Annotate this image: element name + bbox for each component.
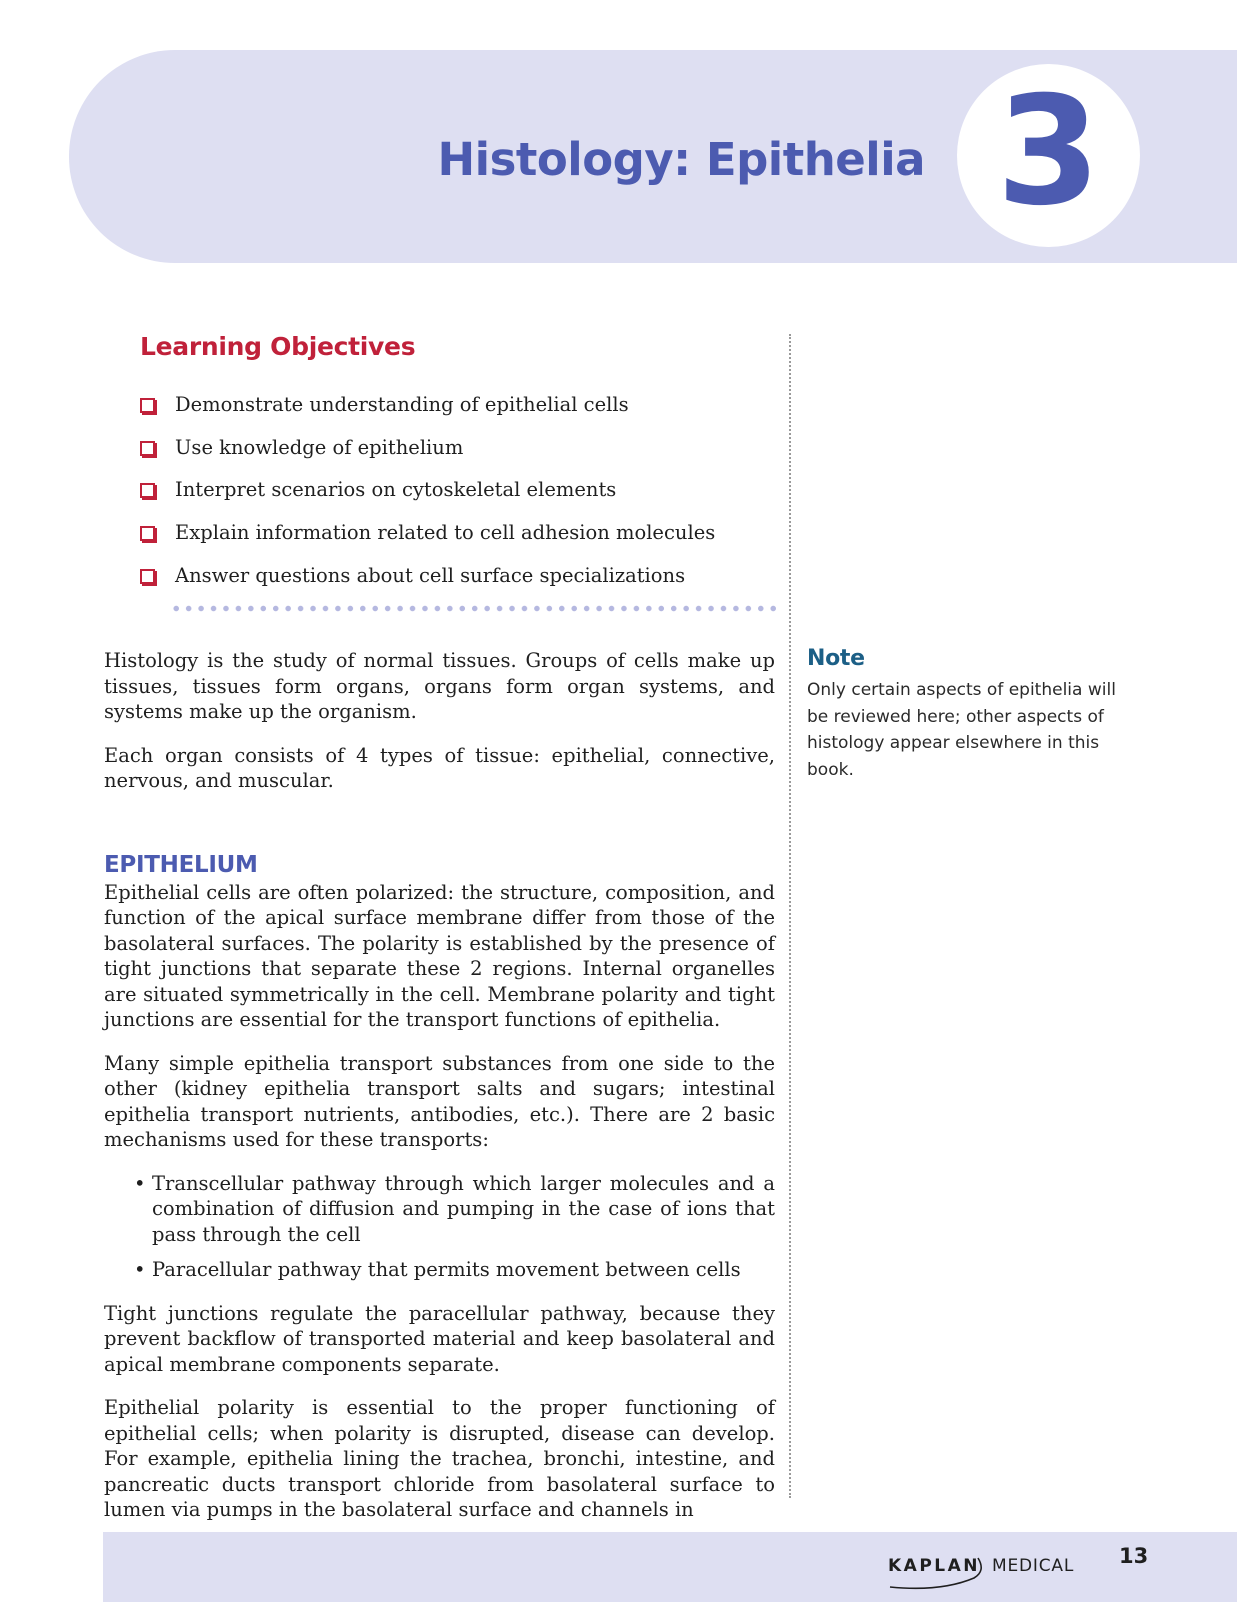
objective-item [140, 383, 715, 426]
objective-text: Explain information related to cell adhesion molecules [175, 520, 716, 544]
brand-name [888, 1556, 980, 1576]
transport-mechanisms-list [104, 1171, 775, 1283]
brand-name-text: KAPLAN [888, 1556, 981, 1576]
body-paragraph: Epithelial cells are often polarized: the structure, composition, and function of the apical surface membrane differ from those of the basolateral surfaces. The polarity is established by the presence of tight junctions that separate these 2 regions. Internal organelles are situated symmetrically in the cell. Membrane polarity and tight junctions are essential for the transport functions of epithelia. [104, 880, 775, 1031]
chapter-number: 3 [996, 64, 1101, 239]
main-column [104, 648, 775, 1541]
bullet-item: • Transcellular pathway through which larger molecules and a combination of diffusion and pumping in the case of ions that pass through the cell [134, 1171, 775, 1248]
sidebar-note [807, 646, 1127, 783]
brand-suffix: MEDICAL [992, 1556, 1075, 1576]
objective-text: Interpret scenarios on cytoskeletal elements [175, 478, 617, 502]
section-heading-epithelium: EPITHELIUM [104, 851, 258, 878]
objective-item [140, 511, 715, 554]
checkbox-icon [140, 441, 155, 456]
chapter-title: Histology: Epithelia [437, 133, 925, 186]
learning-objectives-list [140, 383, 715, 596]
body-paragraph: Epithelial polarity is essential to the proper functioning of epithelial cells; when polarity is disrupted, disease can develop. For example, epithelia lining the trachea, bronchi, intestine, and pancreatic ducts transport chloride from basolateral surface to lumen via pumps in the basolateral surface and channels in [104, 1396, 775, 1521]
dotted-separator [170, 605, 780, 612]
bullet-item: • Paracellular pathway that permits movement between cells [134, 1257, 775, 1283]
intro-paragraph: Histology is the study of normal tissues. Groups of cells make up tissues, tissues form organs, organs form organ systems, and systems make up the organism. [104, 649, 775, 723]
swoosh-icon [886, 1554, 990, 1590]
column-divider [789, 334, 791, 1498]
objective-item [140, 468, 715, 511]
kaplan-medical-logo [888, 1548, 1074, 1584]
objective-text: Answer questions about cell surface specializations [175, 563, 686, 587]
intro-paragraph: Each organ consists of 4 types of tissue: epithelial, connective, nervous, and muscular. [104, 743, 775, 792]
objective-item [140, 426, 715, 469]
chapter-number-badge [957, 64, 1140, 247]
objective-text: Use knowledge of epithelium [175, 435, 464, 459]
checkbox-icon [140, 483, 155, 498]
note-text: Only certain aspects of epithelia will be reviewed here; other aspects of histology appear elsewhere in this book. [807, 680, 1116, 780]
checkbox-icon [140, 526, 155, 541]
body-paragraph: Many simple epithelia transport substances from one side to the other (kidney epithelia transport salts and sugars; intestinal epithelia transport nutrients, antibodies, etc.). There are 2 basic mechanisms used for these transports: [104, 1051, 775, 1151]
spacer [104, 812, 775, 850]
objective-item [140, 554, 715, 597]
learning-objectives-heading: Learning Objectives [140, 332, 416, 361]
note-title: Note [807, 646, 865, 671]
checkbox-icon [140, 398, 155, 413]
checkbox-icon [140, 569, 155, 584]
page-number: 13 [1119, 1544, 1149, 1568]
objective-text: Demonstrate understanding of epithelial cells [175, 392, 629, 416]
body-paragraph: Tight junctions regulate the paracellular pathway, because they prevent backflow of transported material and keep basolateral and apical membrane components separate. [104, 1301, 775, 1376]
